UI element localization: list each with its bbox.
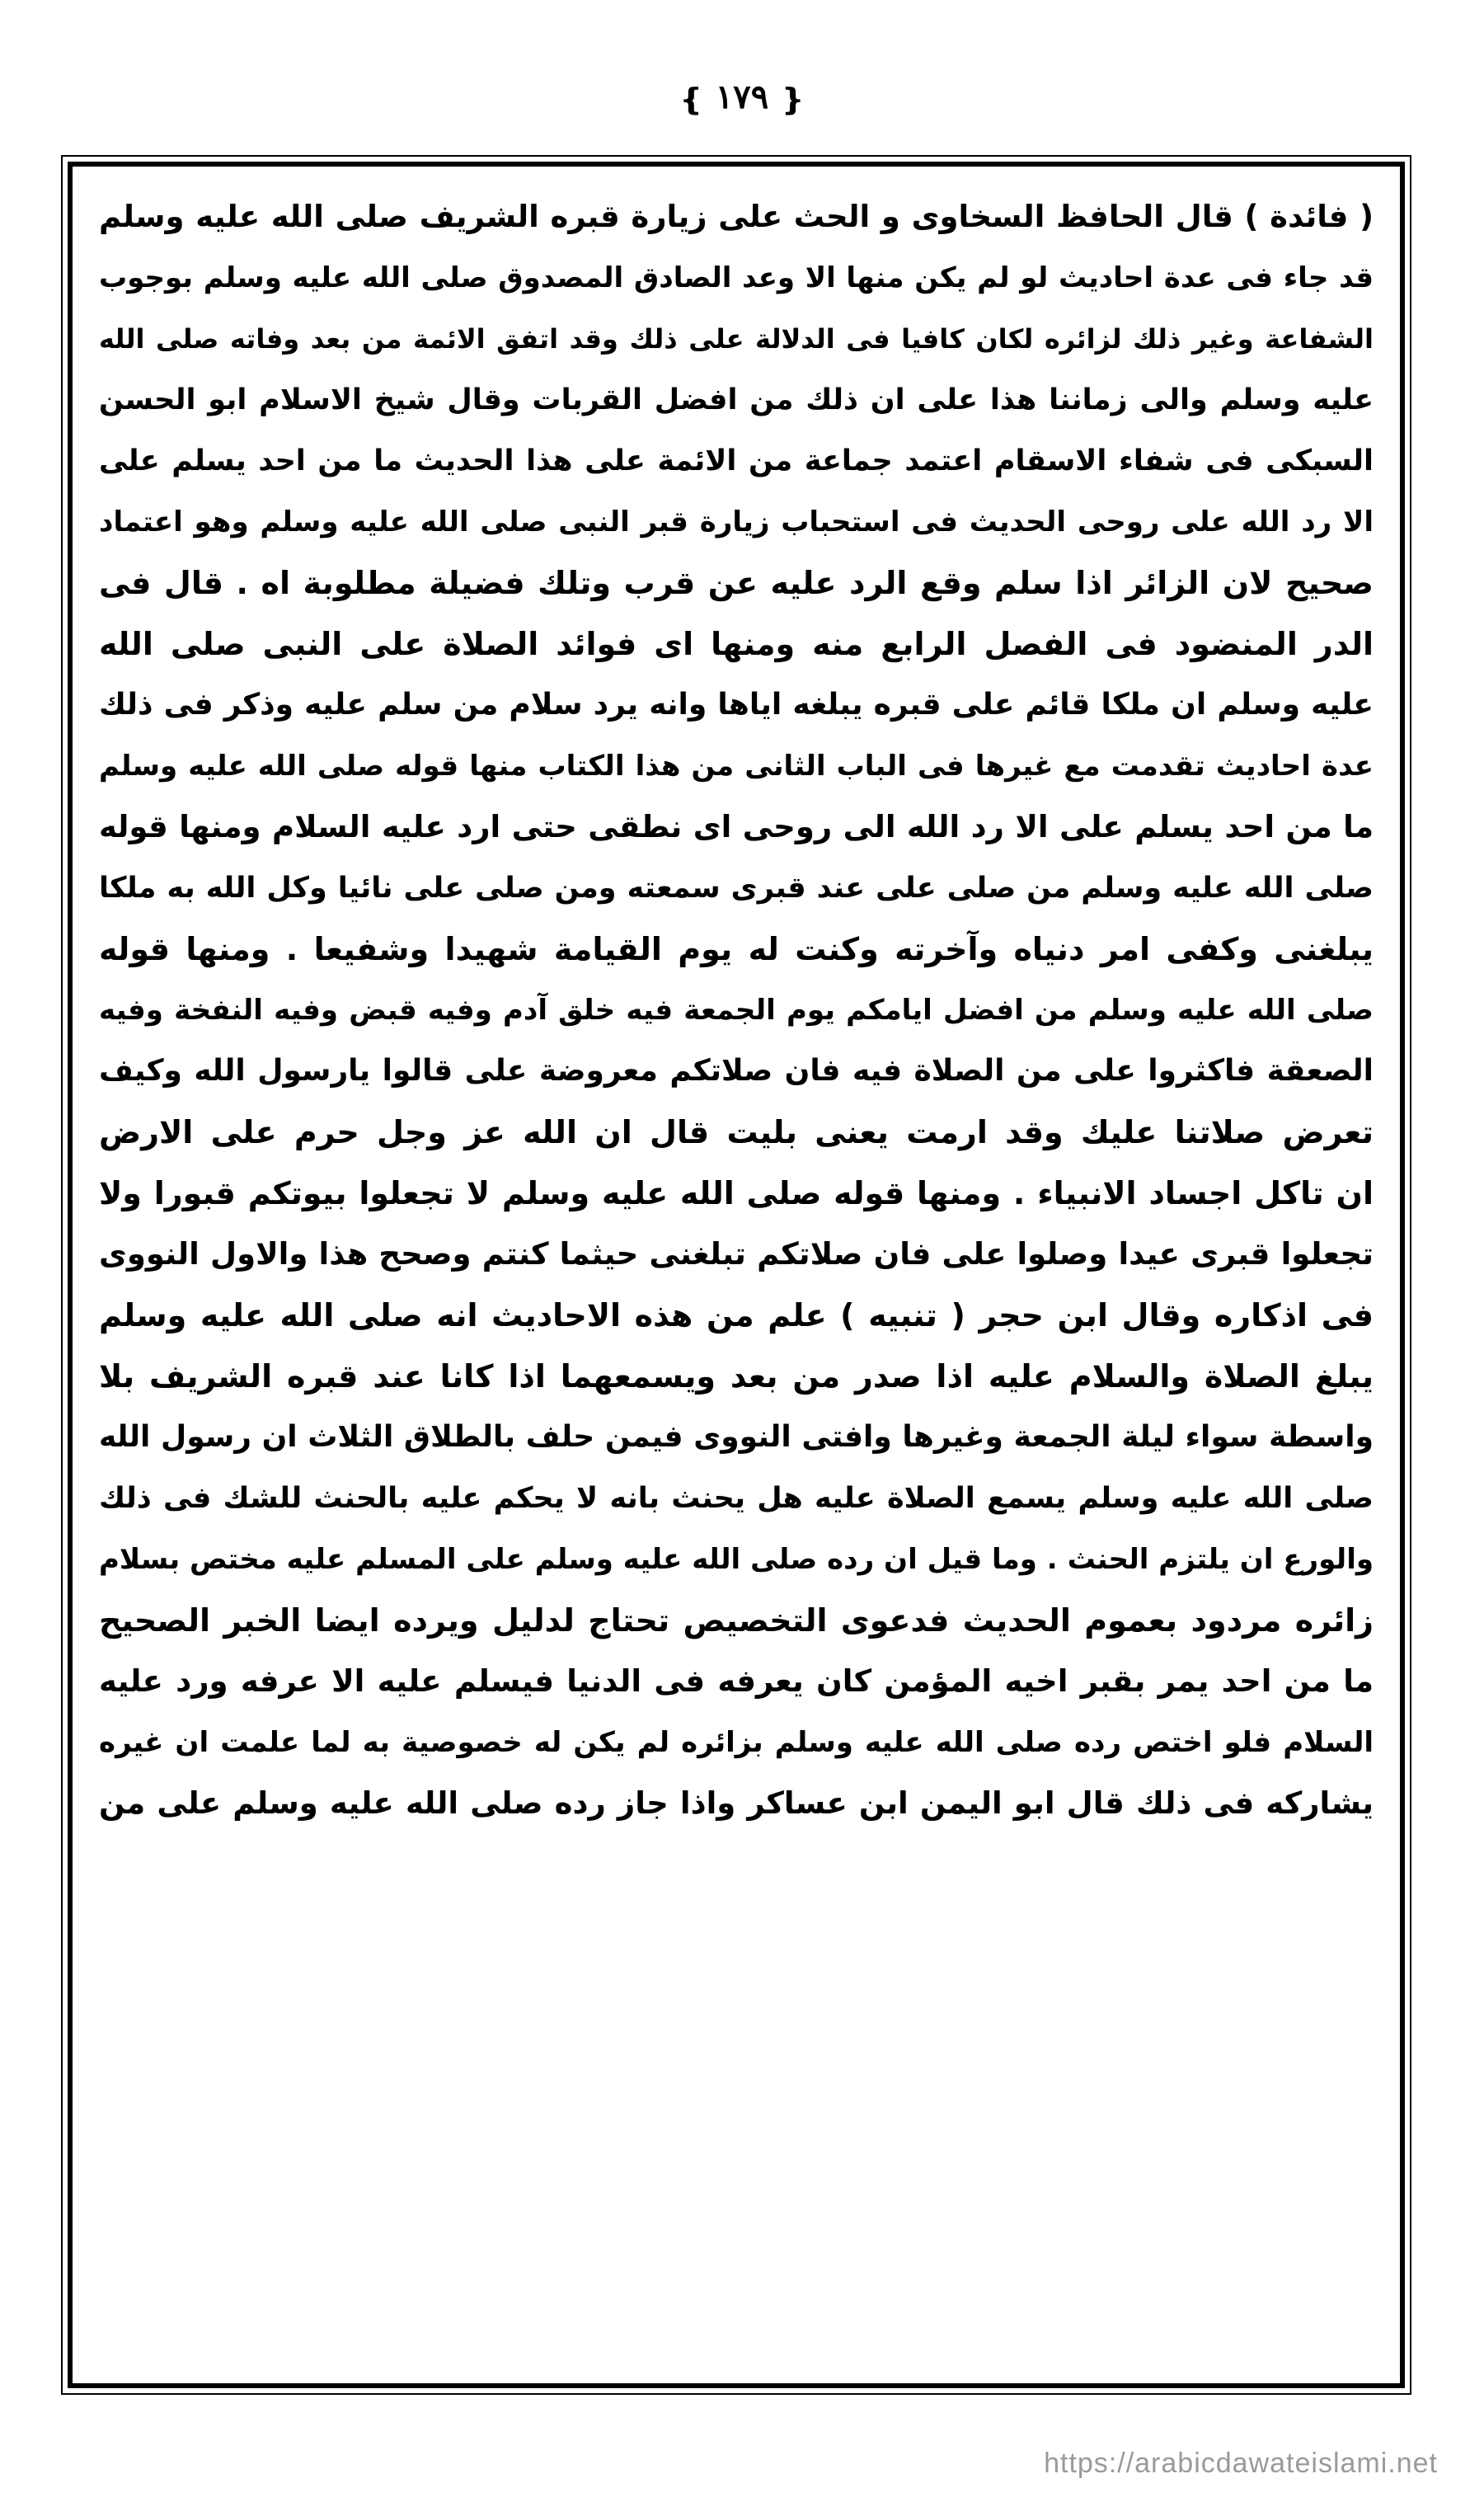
text-line: عليه وسلم ان ملكا قائم على قبره يبلغه اياها وانه يرد سلام من سلم عليه وذكر فى ذلك xyxy=(99,688,1374,722)
text-line: يبلغنى وكفى امر دنياه وآخرته وكنت له يوم القيامة شهيدا وشفيعا . ومنها قوله xyxy=(99,931,1374,967)
page-number-text: ١٧٩ xyxy=(715,78,769,116)
text-line: الشفاعة وغير ذلك لزائره لكان كافيا فى الدلالة على ذلك وقد اتفق الائمة من بعد وفاته صلى الله xyxy=(99,323,1374,355)
text-line: عدة احاديث تقدمت مع غيرها فى الباب الثانى من هذا الكتاب منها قوله صلى الله عليه وسلم xyxy=(99,750,1374,783)
text-line: ما من احد يسلم على الا رد الله الى روحى اى نطقى حتى ارد عليه السلام ومنها قوله xyxy=(99,809,1374,844)
text-line: قد جاء فى عدة احاديث لو لم يكن منها الا وعد الصادق المصدوق صلى الله عليه وسلم بوجوب xyxy=(99,261,1374,294)
text-line: السبكى فى شفاء الاسقام اعتمد جماعة من الائمة على هذا الحديث ما من احد يسلم على xyxy=(99,444,1374,477)
text-line: تعرض صلاتنا عليك وقد ارمت يعنى بليت قال ان الله عز وجل حرم على الارض xyxy=(99,1114,1374,1150)
text-frame xyxy=(68,162,1405,2388)
text-line: فى اذكاره وقال ابن حجر ( تنبيه ) علم من هذه الاحاديث انه صلى الله عليه وسلم xyxy=(99,1297,1374,1333)
text-line: واسطة سواء ليلة الجمعة وغيرها وافتى النووى فيمن حلف بالطلاق الثلاث ان رسول الله xyxy=(99,1420,1374,1454)
text-line: صلى الله عليه وسلم من صلى على عند قبرى سمعته ومن صلى على نائيا وكل الله به ملكا xyxy=(99,872,1374,905)
text-line: ما من احد يمر بقبر اخيه المؤمن كان يعرفه فى الدنيا فيسلم عليه الا عرفه ورد عليه xyxy=(99,1663,1374,1699)
text-line: صلى الله عليه وسلم يسمع الصلاة عليه هل يحنث بانه لا يحكم عليه بالحنث للشك فى ذلك xyxy=(99,1482,1374,1515)
text-line: يشاركه فى ذلك قال ابو اليمن ابن عساكر واذا جاز رده صلى الله عليه وسلم على من xyxy=(99,1785,1374,1821)
text-line: ( فائدة ) قال الحافظ السخاوى و الحث على زيارة قبره الشريف صلى الله عليه وسلم xyxy=(99,199,1374,234)
text-line: صلى الله عليه وسلم من افضل ايامكم يوم الجمعة فيه خلق آدم وفيه قبض وفيه النفخة وفيه xyxy=(99,994,1374,1027)
text-body xyxy=(99,186,1374,1834)
text-line: الا رد الله على روحى الحديث فى استحباب زيارة قبر النبى صلى الله عليه وسلم وهو اعتماد xyxy=(99,506,1374,538)
text-line: صحيح لان الزائر اذا سلم وقع الرد عليه عن قرب وتلك فضيلة مطلوبة اه . قال فى xyxy=(99,565,1374,601)
page-number xyxy=(0,73,1484,125)
text-line: يبلغ الصلاة والسلام عليه اذا صدر من بعد ويسمعهما اذا كانا عند قبره الشريف بلا xyxy=(99,1358,1374,1394)
text-line: ان تاكل اجساد الانبياء . ومنها قوله صلى الله عليه وسلم لا تجعلوا بيوتكم قبورا ولا xyxy=(99,1175,1374,1211)
text-line: والورع ان يلتزم الحنث . وما قيل ان رده صلى الله عليه وسلم على المسلم عليه مختص بسلام xyxy=(99,1543,1374,1576)
left-ornament-icon: ❴ xyxy=(679,82,704,117)
right-ornament-icon: ❵ xyxy=(780,82,805,117)
text-line: عليه وسلم والى زماننا هذا على ان ذلك من افضل القربات وقال شيخ الاسلام ابو الحسن xyxy=(99,383,1374,416)
source-watermark: https://arabicdawateislami.net xyxy=(1044,2448,1438,2479)
text-line: تجعلوا قبرى عيدا وصلوا على فان صلاتكم تبلغنى حيثما كنتم وصحح هذا والاول النووى xyxy=(99,1236,1374,1272)
text-line: السلام فلو اختص رده صلى الله عليه وسلم بزائره لم يكن له خصوصية به لما علمت ان غيره xyxy=(99,1726,1374,1759)
text-line: زائره مردود بعموم الحديث فدعوى التخصيص تحتاج لدليل ويرده ايضا الخبر الصحيح xyxy=(99,1602,1374,1639)
text-line: الصعقة فاكثروا على من الصلاة فيه فان صلاتكم معروضة على قالوا يارسول الله وكيف xyxy=(99,1054,1374,1088)
text-line: الدر المنضود فى الفصل الرابع منه ومنها اى فوائد الصلاة على النبى صلى الله xyxy=(99,626,1374,662)
